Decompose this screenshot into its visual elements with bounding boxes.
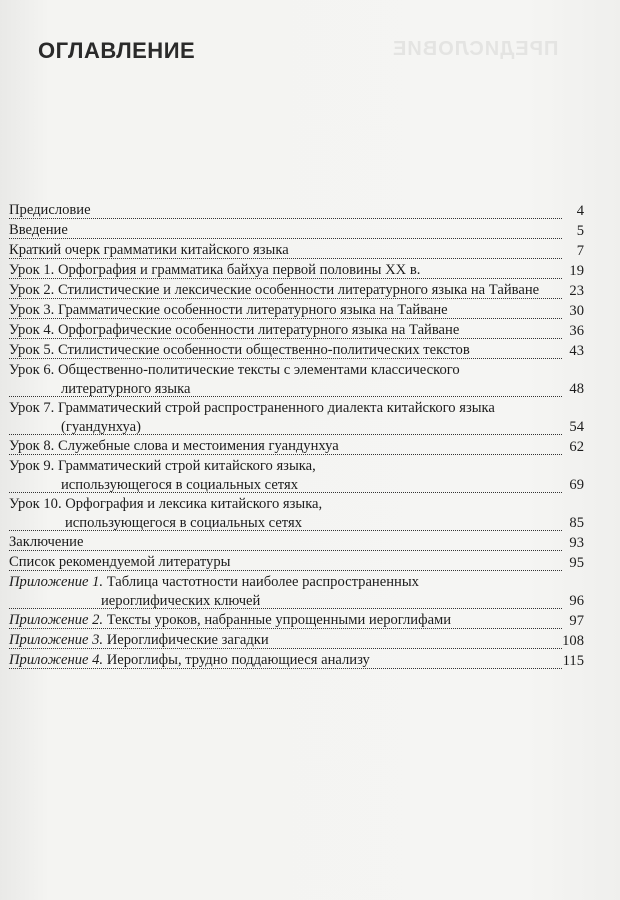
toc-entry-page: 4 bbox=[576, 203, 584, 219]
toc-entry-title: Заключение bbox=[9, 534, 84, 550]
appendix-prefix: Приложение 4. bbox=[9, 652, 104, 668]
toc-entry-title: Урок 4. Орфографические особенности литературного языка на Тайване bbox=[9, 322, 460, 338]
toc-entry[interactable] bbox=[9, 572, 584, 610]
toc-entry[interactable] bbox=[9, 240, 584, 260]
toc-entry-title: Урок 9. Грамматический строй китайского языка, bbox=[9, 458, 316, 474]
toc-entry[interactable] bbox=[9, 494, 584, 532]
toc-entry-page: 43 bbox=[569, 343, 584, 359]
toc-entry-title: Урок 6. Общественно-политические тексты с элементами классического bbox=[9, 362, 460, 378]
toc-entry-page: 85 bbox=[569, 515, 584, 531]
toc-entry-page: 95 bbox=[569, 555, 584, 571]
toc-entry-title: Тексты уроков, набранные упрощенными иероглифами bbox=[106, 612, 452, 628]
toc-entry-title-continued: использующегося в социальных сетях bbox=[61, 477, 298, 493]
toc-entry[interactable] bbox=[9, 200, 584, 220]
toc-entry-page: 36 bbox=[569, 323, 584, 339]
toc-entry[interactable] bbox=[9, 260, 584, 280]
toc-entry[interactable] bbox=[9, 552, 584, 572]
toc-entry-title: Урок 2. Стилистические и лексические особенности литературного языка на Тайване bbox=[9, 282, 540, 298]
bleed-through-heading: ПРЕДИСЛОВИЕ bbox=[392, 38, 559, 60]
toc-entry-title: Предисловие bbox=[9, 202, 91, 218]
toc-entry-title-continued: литературного языка bbox=[61, 381, 191, 397]
page-title: ОГЛАВЛЕНИЕ bbox=[38, 38, 196, 63]
toc-entry[interactable] bbox=[9, 456, 584, 494]
toc-entry-title: Урок 8. Служебные слова и местоимения гуандунхуа bbox=[9, 438, 339, 454]
table-of-contents bbox=[9, 200, 584, 670]
toc-entry-page: 96 bbox=[569, 593, 584, 609]
toc-entry[interactable] bbox=[9, 650, 584, 670]
toc-entry[interactable] bbox=[9, 340, 584, 360]
toc-entry[interactable] bbox=[9, 398, 584, 436]
toc-entry[interactable] bbox=[9, 360, 584, 398]
toc-entry[interactable] bbox=[9, 220, 584, 240]
toc-entry[interactable] bbox=[9, 320, 584, 340]
toc-entry-title-continued: использующегося в социальных сетях bbox=[65, 515, 302, 531]
toc-entry[interactable] bbox=[9, 436, 584, 456]
toc-entry-title: Таблица частотности наиболее распространенных bbox=[106, 574, 419, 590]
toc-entry-title-continued: иероглифических ключей bbox=[101, 593, 261, 609]
toc-entry-title: Введение bbox=[9, 222, 68, 238]
toc-entry-page: 115 bbox=[562, 653, 584, 669]
toc-entry-page: 93 bbox=[569, 535, 584, 551]
toc-entry-page: 7 bbox=[576, 243, 584, 259]
toc-entry[interactable] bbox=[9, 300, 584, 320]
toc-entry-page: 54 bbox=[569, 419, 584, 435]
toc-entry-title: Урок 3. Грамматические особенности литературного языка на Тайване bbox=[9, 302, 448, 318]
toc-entry-page: 97 bbox=[569, 613, 584, 629]
toc-entry-page: 62 bbox=[569, 439, 584, 455]
toc-entry[interactable] bbox=[9, 610, 584, 630]
toc-entry-title: Краткий очерк грамматики китайского языка bbox=[9, 242, 289, 258]
toc-entry-page: 30 bbox=[569, 303, 584, 319]
toc-entry-page: 108 bbox=[562, 633, 584, 649]
appendix-prefix: Приложение 3. bbox=[9, 632, 104, 648]
toc-entry-title: Иероглифические загадки bbox=[106, 632, 269, 648]
toc-entry[interactable] bbox=[9, 630, 584, 650]
toc-entry-page: 5 bbox=[576, 223, 584, 239]
appendix-prefix: Приложение 1. bbox=[9, 574, 104, 590]
toc-entry-title: Список рекомендуемой литературы bbox=[9, 554, 231, 570]
toc-entry-title-continued: (гуандунхуа) bbox=[61, 419, 141, 435]
toc-entry-page: 69 bbox=[569, 477, 584, 493]
toc-entry-title: Урок 7. Грамматический строй распространенного диалекта китайского языка bbox=[9, 400, 495, 416]
toc-entry-title: Урок 1. Орфография и грамматика байхуа первой половины XX в. bbox=[9, 262, 421, 278]
appendix-prefix: Приложение 2. bbox=[9, 612, 104, 628]
toc-entry-title: Урок 5. Стилистические особенности общественно-политических текстов bbox=[9, 342, 470, 358]
toc-entry-page: 19 bbox=[569, 263, 584, 279]
toc-entry-page: 23 bbox=[569, 283, 584, 299]
toc-entry[interactable] bbox=[9, 532, 584, 552]
toc-entry-page: 48 bbox=[569, 381, 584, 397]
toc-entry-title: Урок 10. Орфография и лексика китайского языка, bbox=[9, 496, 323, 512]
toc-entry-title: Иероглифы, трудно поддающиеся анализу bbox=[106, 652, 370, 668]
toc-entry[interactable] bbox=[9, 280, 584, 300]
